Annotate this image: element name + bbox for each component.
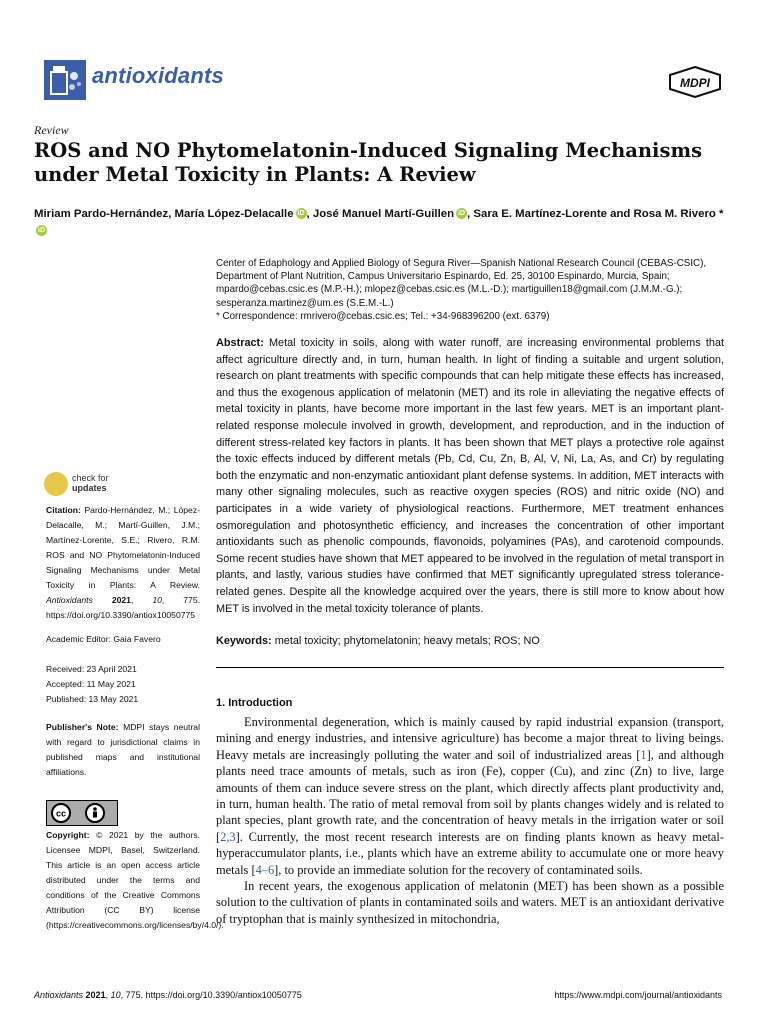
published-date: Published: 13 May 2021 [46, 694, 139, 704]
academic-editor: Academic Editor: Gaia Favero [46, 634, 161, 644]
citation-doi[interactable]: , 775. https://doi.org/10.3390/antiox10050775 [46, 595, 200, 620]
accepted-date: Accepted: 11 May 2021 [46, 679, 136, 689]
article-type: Review [34, 123, 69, 137]
keywords-text: metal toxicity; phytomelatonin; heavy metals; ROS; NO [274, 635, 540, 647]
check-for-updates-badge[interactable] [44, 470, 154, 500]
keywords [216, 633, 724, 649]
author-name: Rosa M. Rivero * [633, 208, 724, 220]
journal-logo-icon [44, 60, 86, 100]
section-divider [216, 667, 724, 668]
author-name: Sara E. Martínez-Lorente [473, 208, 607, 220]
author-name: Miriam Pardo-Hernández [34, 208, 169, 220]
citation-text: Pardo-Hernández, M.; López-Delacalle, M.; Martí-Guillen, J.M.; Martínez-Lorente, S.E.; Rivero, R.M. ROS and NO Phytomelatonin-Induced Signaling Mechanisms under Metal Toxicity in Plants: A Review. [46, 505, 201, 590]
mdpi-logo[interactable] [668, 66, 722, 98]
reference-link[interactable]: 1 [640, 747, 647, 762]
journal-name: antioxidants [92, 63, 224, 88]
check-updates-icon [44, 472, 68, 496]
cc-by-license-icon[interactable] [46, 800, 118, 826]
affiliation-line: mpardo@cebas.csic.es (M.P.-H.); mlopez@cebas.csic.es (M.L.-D.); martiguillen18@gmail.com (J.M.M.-G.); [216, 284, 683, 296]
affiliation-line: Department of Plant Nutrition, Campus Universitario Espinardo, Ed. 25, 30100 Espinardo, Murcia, Spain; [216, 271, 670, 283]
orcid-icon[interactable]: iD [458, 210, 466, 218]
introduction-heading: 1. Introduction [216, 697, 293, 709]
footer-year: 2021 [85, 990, 106, 1000]
correspondence-line: * Correspondence: rmrivero@cebas.csic.es; Tel.: +34-968396200 (ext. 6379) [216, 310, 550, 322]
footer-journal-url[interactable]: https://www.mdpi.com/journal/antioxidants [554, 990, 722, 1000]
citation-journal: Antioxidants [46, 595, 93, 605]
footer-citation: Antioxidants 2021, 10, 775. https://doi.org/10.3390/antiox10050775 [34, 990, 302, 1000]
footer-volume: 10 [110, 990, 121, 1000]
affiliation-block [216, 257, 726, 323]
svg-text:cc: cc [55, 808, 67, 819]
dates-block [46, 662, 200, 707]
keywords-label: Keywords: [216, 635, 272, 647]
affiliation-line: sesperanza.martinez@um.es (S.E.M.-L.) [216, 297, 394, 309]
affiliation-line: Center of Edaphology and Applied Biology of Segura River—Spanish National Research Council (CEBAS-CSIC), [216, 258, 707, 269]
citation-year: 2021 [111, 595, 131, 605]
author-name: José Manuel Martí-Guillen [312, 208, 455, 220]
check-updates-line1: check for [72, 473, 109, 483]
introduction-paragraph: In recent years, the exogenous application of melatonin (MET) has been shown as a possible solution to the cultivation of plants in contaminated soils and waters. MET is an antioxidant derivative of tryptophan that is mainly synthesized in mitochondria, [216, 879, 724, 926]
publisher-note-text: MDPI stays neutral with regard to jurisdictional claims in published maps and institutional affiliations. [46, 722, 200, 777]
article-title: ROS and NO Phytomelatonin-Induced Signaling Mechanisms under Metal Toxicity in Plants: A Review [34, 139, 703, 186]
orcid-icon[interactable]: iD [297, 210, 305, 218]
orcid-icon[interactable]: iD [38, 227, 45, 235]
publisher-name: MDPI [680, 76, 710, 90]
footer-doi[interactable]: , 775. https://doi.org/10.3390/antiox10050775 [120, 990, 302, 1000]
citation-label: Citation: [46, 505, 81, 515]
author-list: Miriam Pardo-Hernández, María López-Delacalle iD , José Manuel Martí-Guillen iD , Sara E. Martínez-Lorente and Rosa M. Rivero *iD [34, 208, 724, 235]
received-date: Received: 23 April 2021 [46, 664, 137, 674]
copyright-block [46, 828, 224, 933]
introduction-body [216, 714, 724, 927]
reference-link[interactable]: 4–6 [255, 862, 275, 877]
reference-link[interactable]: 2,3 [220, 829, 236, 844]
citation-volume: 10 [152, 595, 162, 605]
citation-block: Citation: Pardo-Hernández, M.; López-Delacalle, M.; Martí-Guillen, J.M.; Martínez-Lorente, S.E.; Rivero, R.M. ROS and NO Phytomelatonin-Induced Signaling Mechanisms under Metal Toxicity in Plants: A Review. Antioxidants 2021, 10, 775. https://doi.org/10.3390/antiox10050775 [46, 505, 201, 620]
author-name: María López-Delacalle [174, 208, 294, 220]
abstract [216, 335, 724, 617]
publisher-note [46, 720, 200, 780]
copyright-text: © 2021 by the authors. Licensee MDPI, Basel, Switzerland. This article is an open access article distributed under the terms and conditions of the Creative Commons Attribution (CC BY) license (https://creativecommons.org/licenses/by/4.0/). [46, 830, 224, 930]
abstract-text: Metal toxicity in soils, along with water runoff, are increasing environmental problems that affect agriculture directly and, in turn, human health. In light of finding a suitable and urgent solution, research on plant treatments with specific compounds that can help mitigate these effects has increased, and thus the exogenous application of melatonin (MET) and its role in alleviating the negative effects of metal toxicity in plants, have become more important in the last few years. MET is an important plant-related response molecule involved in growth, development, and reproduction, and in the induction of different stress-related key factors in plants. It has been shown that MET plays a protective role against the toxic effects induced by different metals (Pb, Cd, Cu, Zn, B, Al, V, Ni, La, As, and Cr) by regulating both the enzymatic and non-enzymatic antioxidant plant defense systems. In addition, MET interacts with many other signaling molecules, such as reactive oxygen species (ROS) and nitric oxide (NO) and participates in a wide variety of physiological reactions. Furthermore, MET treatment enhances osmoregulation and photosynthetic efficiency, and increases the concentration of other important antioxidants such as phenolic compounds, flavonoids, polyamines (PAs), and carotenoid compounds. Some recent studies have shown that MET appeared to be involved in the regulation of metal transport in plants, and lastly, various studies have confirmed that MET significantly upregulated stress tolerance-related genes. Despite all the knowledge acquired over the years, there is still more to know about how MET is involved in the metal toxicity tolerance of plants. [216, 337, 724, 615]
introduction-paragraph: Environmental degeneration, which is mainly caused by rapid industrial expansion (transport, mining and energy industries, and intensive agriculture) has become a major threat to living beings. Heavy metals are increasingly polluting the water and soil of industrialized areas [1], and although plants need trace amounts of metals, such as iron (Fe), copper (Cu), and zinc (Zn) to live, large amounts of them can induce severe stress on the plant, which directly affects plant productivity and, in turn, human health. The ratio of metal removal from soil by plants changes widely and is related to plant species, plant growth rate, and the concentration of heavy metals in the irrigation water or soil [2,3]. Currently, the most recent research interests are on finding plants known as heavy metal-hyperaccumulator plants, i.e., plants which have an extreme ability to accumulate one or more heavy metals [4–6], to provide an immediate solution for the recovery of contaminated soils. [216, 715, 725, 877]
check-updates-line2: updates [72, 483, 107, 493]
publisher-note-label: Publisher's Note: [46, 722, 119, 732]
copyright-label: Copyright: [46, 830, 90, 840]
abstract-label: Abstract: [216, 337, 264, 349]
footer-journal: Antioxidants [34, 990, 84, 1000]
